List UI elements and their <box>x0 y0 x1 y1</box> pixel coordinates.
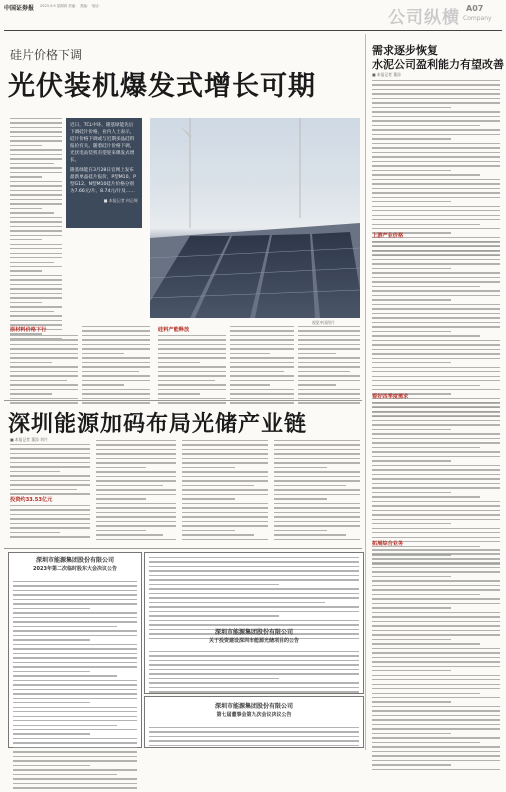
ad-right-title: 深圳市能源集团股份有限公司 <box>214 629 293 636</box>
subhead-raw-material: 原材料价格下行 <box>10 327 47 333</box>
page-code: A07 <box>466 4 484 13</box>
page-en: Company <box>463 15 492 22</box>
ad-bottom-body <box>149 727 359 749</box>
top-story-col4 <box>230 326 294 407</box>
solar-photo <box>150 118 360 318</box>
column-divider <box>365 34 366 750</box>
bottom-col4 <box>274 440 360 543</box>
top-story-col5 <box>298 326 360 407</box>
ad-left-body <box>13 581 137 792</box>
section-title: 公司纵横 <box>388 8 460 28</box>
bottom-col3 <box>182 440 268 543</box>
right-headline-1: 需求逐步恢复 <box>372 44 438 57</box>
ad-left-title: 深圳市能源集团股份有限公司 <box>35 557 114 564</box>
top-story-col3 <box>158 335 226 407</box>
summary-box <box>66 118 142 228</box>
ads-divider <box>4 548 362 549</box>
top-story-left-column <box>10 118 62 342</box>
masthead-meta: 2023.3.9 星期四 责编： 美编： 电话： <box>40 4 103 8</box>
masthead-rule <box>4 30 502 31</box>
paper-name: 中国证券报 <box>4 5 35 12</box>
bottom-col1 <box>10 505 90 541</box>
bottom-col1-top <box>10 444 90 498</box>
ad-right-body <box>149 651 359 696</box>
ad-right <box>144 552 364 694</box>
right-subhead-3: 拓展综合业务 <box>372 541 404 547</box>
ad-left-sub: 2023年第二次临时股东大会决议公告 <box>33 566 117 572</box>
ad-bottom-sub: 第七届董事会第九次会议决议公告 <box>216 712 292 718</box>
top-headline: 光伏装机爆发式增长可期 <box>8 71 316 102</box>
top-story-col1 <box>10 335 78 407</box>
right-story-block4 <box>372 549 500 773</box>
bottom-col2 <box>96 440 176 543</box>
subhead-capacity: 硅料产能释放 <box>158 327 190 333</box>
summary-text-2: 隆基绿能在3月28日官网上发布最新单晶硅片报价，P型M10、P型G12、N型M10硅片价格分别为7.66元/片、8.74元/片及…… <box>70 168 136 194</box>
masthead <box>0 0 506 30</box>
bottom-byline: ■ 本报记者 董添 刘兴 <box>10 437 48 442</box>
ad-right-heading <box>145 625 363 644</box>
right-headline-2: 水泥公司盈利能力有望改善 <box>372 58 504 71</box>
top-byline: ■ 本报记者 何正辉 <box>103 198 138 203</box>
summary-text: 近日，TCL中环、隆基绿能先后下调硅片价格，业内人士表示，硅片价格下调或与近期多晶硅料报价有关。随着硅片价格下调，光伏电站装机有望迎来爆发式增长。 <box>70 123 135 163</box>
ad-right-sub: 关于投资建设深圳市能源光储项目的公告 <box>208 638 299 644</box>
ad-bottom <box>144 696 364 748</box>
right-subhead-1: 上游产业价格 <box>372 233 404 239</box>
bottom-subhead: 投资约33.53亿元 <box>10 497 53 503</box>
photo-caption: 视觉中国图片 <box>312 320 335 325</box>
story-divider <box>4 400 362 401</box>
top-kicker: 硅片价格下调 <box>10 48 83 62</box>
top-story-col2 <box>82 326 150 407</box>
right-subhead-2: 看好四季度需求 <box>372 394 409 400</box>
right-byline: ■ 本报记者 董添 <box>372 72 401 77</box>
bottom-headline: 深圳能源加码布局光储产业链 <box>8 412 308 437</box>
solar-panels-image <box>150 118 360 318</box>
ad-bottom-title: 深圳市能源集团股份有限公司 <box>214 703 293 710</box>
ad-left <box>8 552 142 748</box>
